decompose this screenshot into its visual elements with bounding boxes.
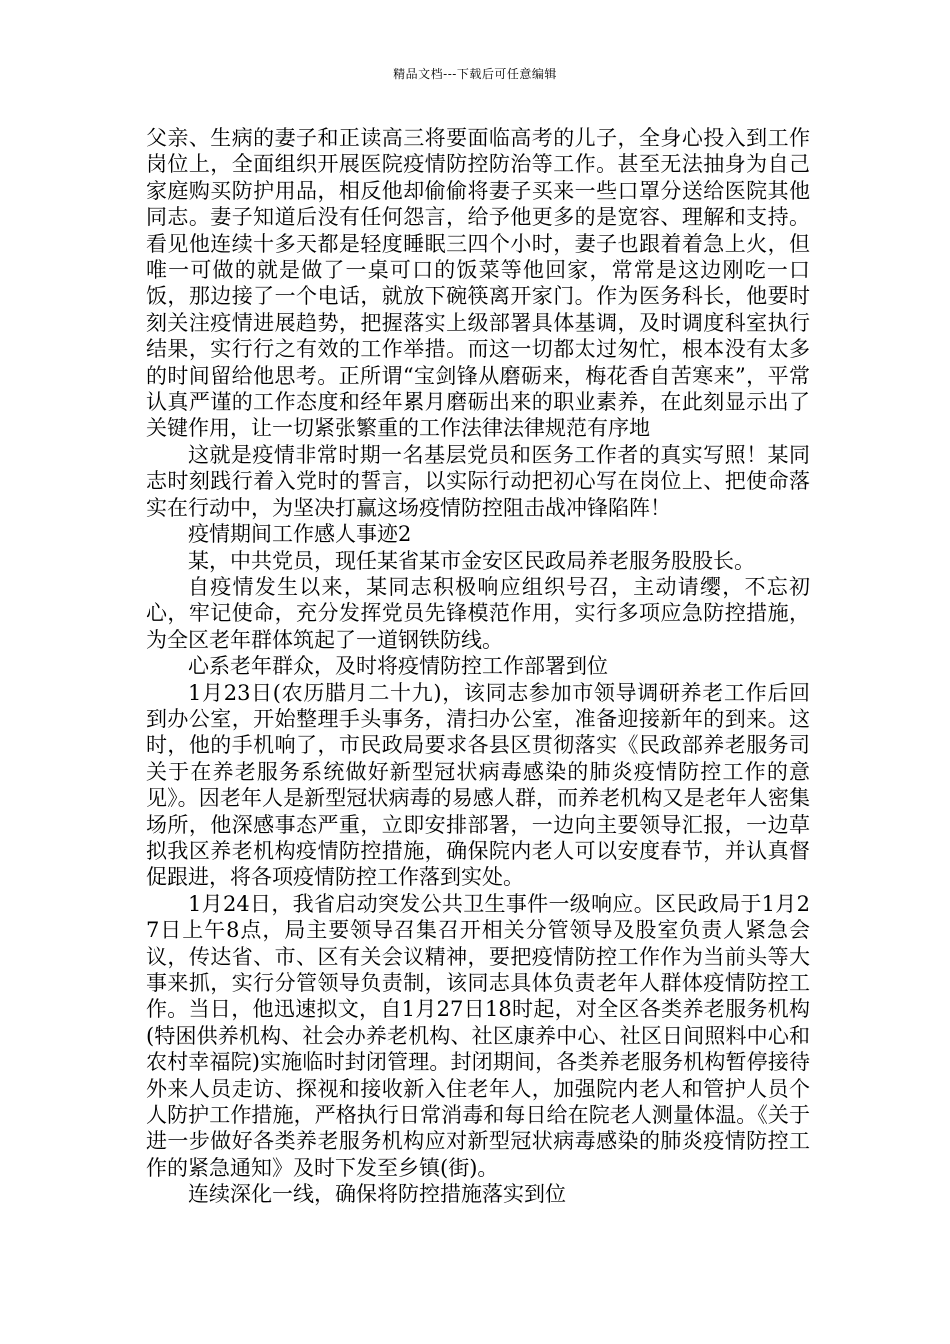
section-title: 疫情期间工作感人事迹2 <box>188 522 412 547</box>
page-header: 精品文档---下载后可任意编辑 <box>393 67 557 81</box>
subheading-1: 心系老年群众，及时将疫情防控工作部署到位 <box>188 654 608 679</box>
paragraph-4: 自疫情发生以来，某同志积极响应组织号召，主动请缨，不忘初心，牢记使命，充分发挥党员先锋模范作用，实行多项应急防控措施，为全区老年群体筑起了一道钢铁防线。 <box>146 574 810 652</box>
paragraph-6: 1月24日，我省启动突发公共卫生事件一级响应。区民政局于1月27日上午8点，局主要领导召集召开相关分管领导及股室负责人紧急会议，传达省、市、区有关会议精神，要把疫情防控工作作为当前头等大事来抓，实行分管领导负责制，该同志具体负责老年人群体疫情防控工作。当日，他迅速拟文，自1月27日18时起，对全区各类养老服务机构(特困供养机构、社会办养老机构、社区康养中心、社区日间照料中心和农村幸福院)实施临时封闭管理。封闭期间，各类养老服务机构暂停接待外来人员走访、探视和接收新入住老年人，加强院内老人和管护人员个人防护工作措施，严格执行日常消毒和每日给在院老人测量体温。《关于进一步做好各类养老服务机构应对新型冠状病毒感染的肺炎疫情防控工作的紧急通知》及时下发至乡镇(街)。 <box>146 891 810 1180</box>
paragraph-1: 父亲、生病的妻子和正读高三将要面临高考的儿子，全身心投入到工作岗位上，全面组织开展医院疫情防控防治等工作。甚至无法抽身为自己家庭购买防护用品，相反他却偷偷将妻子买来一些口罩分送给医院其他同志。妻子知道后没有任何怨言，给予他更多的是宽容、理解和支持。看见他连续十多天都是轻度睡眠三四个小时，妻子也跟着着急上火，但唯一可做的就是做了一桌可口的饭菜等他回家，常常是这边刚吃一口饭，那边接了一个电话，就放下碗筷离开家门。作为医务科长，他要时刻关注疫情进展趋势，把握落实上级部署具体基调，及时调度科室执行结果，实行行之有效的工作举措。而这一切都太过匆忙，根本没有太多的时间留给他思考。正所谓“宝剑锋从磨砺来，梅花香自苦寒来”，平常认真严谨的工作态度和经年累月磨砺出来的职业素养，在此刻显示出了关键作用，让一切紧张繁重的工作法律法律规范有序地 <box>146 126 810 441</box>
paragraph-2: 这就是疫情非常时期一名基层党员和医务工作者的真实写照！某同志时刻践行着入党时的誓言，以实际行动把初心写在岗位上、把使命落实在行动中，为坚决打赢这场疫情防控阻击战冲锋陷阵！ <box>146 442 810 520</box>
subheading-2: 连续深化一线，确保将防控措施落实到位 <box>188 1182 566 1207</box>
document-body <box>146 125 810 1208</box>
paragraph-5: 1月23日(农历腊月二十九)，该同志参加市领导调研养老工作后回到办公室，开始整理手头事务，清扫办公室，准备迎接新年的到来。这时，他的手机响了，市民政局要求各县区贯彻落实《民政部养老服务司关于在养老服务系统做好新型冠状病毒感染的肺炎疫情防控工作的意见》。因老年人是新型冠状病毒的易感人群，而养老机构又是老年人密集场所，他深感事态严重，立即安排部署，一边向主要领导汇报，一边草拟我区养老机构疫情防控措施，确保院内老人可以安度春节，并认真督促跟进，将各项疫情防控工作落到实处。 <box>146 680 810 890</box>
paragraph-3: 某，中共党员，现任某省某市金安区民政局养老服务股股长。 <box>188 548 755 573</box>
